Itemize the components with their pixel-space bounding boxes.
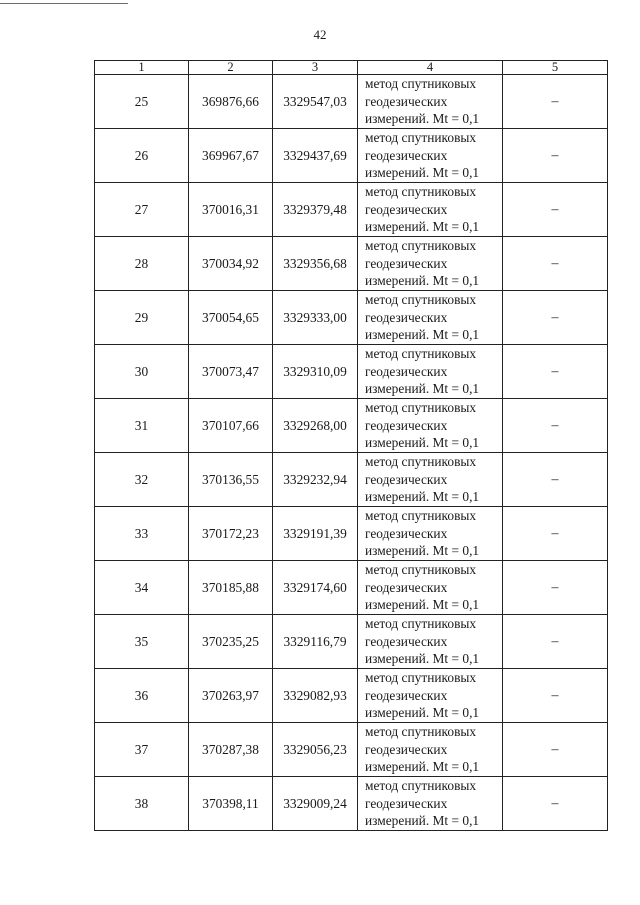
method-text-line: метод спутниковых xyxy=(365,76,477,92)
method-text-line: метод спутниковых xyxy=(365,454,477,470)
method-text-line: геодезических xyxy=(365,633,448,649)
x-coordinate-cell: 370073,47 xyxy=(189,345,273,399)
y-coordinate-cell: 3329310,09 xyxy=(273,345,358,399)
method-text-line: измерений. Mt = 0,1 xyxy=(365,597,480,613)
method-text-line: геодезических xyxy=(365,687,448,703)
y-coordinate-cell: 3329268,00 xyxy=(273,399,358,453)
method-cell xyxy=(358,183,503,237)
note-cell: – xyxy=(503,183,608,237)
note-cell: – xyxy=(503,345,608,399)
column-header-5: 5 xyxy=(503,61,608,75)
column-header-2: 2 xyxy=(189,61,273,75)
point-number-cell: 25 xyxy=(95,75,189,129)
table-row xyxy=(95,453,608,507)
y-coordinate-cell: 3329056,23 xyxy=(273,723,358,777)
method-text-line: метод спутниковых xyxy=(365,130,477,146)
method-cell xyxy=(358,507,503,561)
top-rule xyxy=(0,3,128,4)
method-cell xyxy=(358,291,503,345)
table-row xyxy=(95,237,608,291)
note-cell: – xyxy=(503,669,608,723)
method-text-line: геодезических xyxy=(365,741,448,757)
method-text-line: измерений. Mt = 0,1 xyxy=(365,381,480,397)
method-text-line: геодезических xyxy=(365,795,448,811)
x-coordinate-cell: 370185,88 xyxy=(189,561,273,615)
note-cell: – xyxy=(503,291,608,345)
method-text-line: геодезических xyxy=(365,255,448,271)
y-coordinate-cell: 3329009,24 xyxy=(273,777,358,831)
point-number-cell: 27 xyxy=(95,183,189,237)
method-text-line: измерений. Mt = 0,1 xyxy=(365,327,480,343)
method-text-line: измерений. Mt = 0,1 xyxy=(365,489,480,505)
method-text-line: геодезических xyxy=(365,201,448,217)
table-row xyxy=(95,183,608,237)
method-cell xyxy=(358,561,503,615)
table-row xyxy=(95,399,608,453)
point-number-cell: 35 xyxy=(95,615,189,669)
method-cell xyxy=(358,75,503,129)
table-row xyxy=(95,615,608,669)
y-coordinate-cell: 3329116,79 xyxy=(273,615,358,669)
method-text-line: метод спутниковых xyxy=(365,562,477,578)
point-number-cell: 38 xyxy=(95,777,189,831)
note-cell: – xyxy=(503,615,608,669)
method-text-line: метод спутниковых xyxy=(365,184,477,200)
point-number-cell: 36 xyxy=(95,669,189,723)
table-row xyxy=(95,669,608,723)
table-body xyxy=(95,75,608,831)
table-row xyxy=(95,507,608,561)
method-text-line: геодезических xyxy=(365,309,448,325)
method-text-line: геодезических xyxy=(365,363,448,379)
point-number-cell: 33 xyxy=(95,507,189,561)
x-coordinate-cell: 370016,31 xyxy=(189,183,273,237)
x-coordinate-cell: 370034,92 xyxy=(189,237,273,291)
note-cell: – xyxy=(503,453,608,507)
y-coordinate-cell: 3329547,03 xyxy=(273,75,358,129)
method-cell xyxy=(358,399,503,453)
method-text-line: измерений. Mt = 0,1 xyxy=(365,759,480,775)
point-number-cell: 31 xyxy=(95,399,189,453)
note-cell: – xyxy=(503,75,608,129)
point-number-cell: 37 xyxy=(95,723,189,777)
method-text-line: измерений. Mt = 0,1 xyxy=(365,273,480,289)
x-coordinate-cell: 370172,23 xyxy=(189,507,273,561)
method-text-line: измерений. Mt = 0,1 xyxy=(365,543,480,559)
method-text-line: геодезических xyxy=(365,579,448,595)
method-text-line: метод спутниковых xyxy=(365,292,477,308)
method-text-line: измерений. Mt = 0,1 xyxy=(365,111,480,127)
method-text-line: геодезических xyxy=(365,471,448,487)
point-number-cell: 26 xyxy=(95,129,189,183)
note-cell: – xyxy=(503,723,608,777)
method-text-line: измерений. Mt = 0,1 xyxy=(365,705,480,721)
method-cell xyxy=(358,615,503,669)
coordinates-table xyxy=(94,60,608,831)
x-coordinate-cell: 370235,25 xyxy=(189,615,273,669)
x-coordinate-cell: 370107,66 xyxy=(189,399,273,453)
note-cell: – xyxy=(503,129,608,183)
method-text-line: геодезических xyxy=(365,93,448,109)
note-cell: – xyxy=(503,561,608,615)
point-number-cell: 28 xyxy=(95,237,189,291)
x-coordinate-cell: 370054,65 xyxy=(189,291,273,345)
x-coordinate-cell: 370287,38 xyxy=(189,723,273,777)
method-cell xyxy=(358,345,503,399)
y-coordinate-cell: 3329437,69 xyxy=(273,129,358,183)
method-text-line: метод спутниковых xyxy=(365,508,477,524)
table-row xyxy=(95,291,608,345)
point-number-cell: 29 xyxy=(95,291,189,345)
point-number-cell: 30 xyxy=(95,345,189,399)
table-row xyxy=(95,561,608,615)
y-coordinate-cell: 3329191,39 xyxy=(273,507,358,561)
method-cell xyxy=(358,669,503,723)
x-coordinate-cell: 369967,67 xyxy=(189,129,273,183)
x-coordinate-cell: 369876,66 xyxy=(189,75,273,129)
y-coordinate-cell: 3329333,00 xyxy=(273,291,358,345)
table-row xyxy=(95,75,608,129)
note-cell: – xyxy=(503,507,608,561)
point-number-cell: 34 xyxy=(95,561,189,615)
note-cell: – xyxy=(503,777,608,831)
column-header-4: 4 xyxy=(358,61,503,75)
x-coordinate-cell: 370136,55 xyxy=(189,453,273,507)
y-coordinate-cell: 3329232,94 xyxy=(273,453,358,507)
page-number: 42 xyxy=(313,27,327,42)
x-coordinate-cell: 370263,97 xyxy=(189,669,273,723)
column-header-3: 3 xyxy=(273,61,358,75)
table-row xyxy=(95,345,608,399)
method-cell xyxy=(358,723,503,777)
column-header-1: 1 xyxy=(95,61,189,75)
table-row xyxy=(95,777,608,831)
method-text-line: метод спутниковых xyxy=(365,778,477,794)
method-text-line: измерений. Mt = 0,1 xyxy=(365,165,480,181)
point-number-cell: 32 xyxy=(95,453,189,507)
method-cell xyxy=(358,453,503,507)
method-text-line: геодезических xyxy=(365,147,448,163)
method-text-line: геодезических xyxy=(365,417,448,433)
method-text-line: измерений. Mt = 0,1 xyxy=(365,813,480,829)
method-text-line: измерений. Mt = 0,1 xyxy=(365,219,480,235)
method-text-line: метод спутниковых xyxy=(365,346,477,362)
x-coordinate-cell: 370398,11 xyxy=(189,777,273,831)
y-coordinate-cell: 3329379,48 xyxy=(273,183,358,237)
method-text-line: метод спутниковых xyxy=(365,238,477,254)
y-coordinate-cell: 3329082,93 xyxy=(273,669,358,723)
table-row xyxy=(95,129,608,183)
method-cell xyxy=(358,129,503,183)
table-row xyxy=(95,723,608,777)
y-coordinate-cell: 3329356,68 xyxy=(273,237,358,291)
method-text-line: геодезических xyxy=(365,525,448,541)
method-text-line: метод спутниковых xyxy=(365,724,477,740)
method-cell xyxy=(358,777,503,831)
method-text-line: метод спутниковых xyxy=(365,400,477,416)
method-cell xyxy=(358,237,503,291)
method-text-line: измерений. Mt = 0,1 xyxy=(365,651,480,667)
method-text-line: метод спутниковых xyxy=(365,670,477,686)
note-cell: – xyxy=(503,399,608,453)
method-text-line: измерений. Mt = 0,1 xyxy=(365,435,480,451)
note-cell: – xyxy=(503,237,608,291)
y-coordinate-cell: 3329174,60 xyxy=(273,561,358,615)
table-header-row xyxy=(95,61,608,75)
method-text-line: метод спутниковых xyxy=(365,616,477,632)
